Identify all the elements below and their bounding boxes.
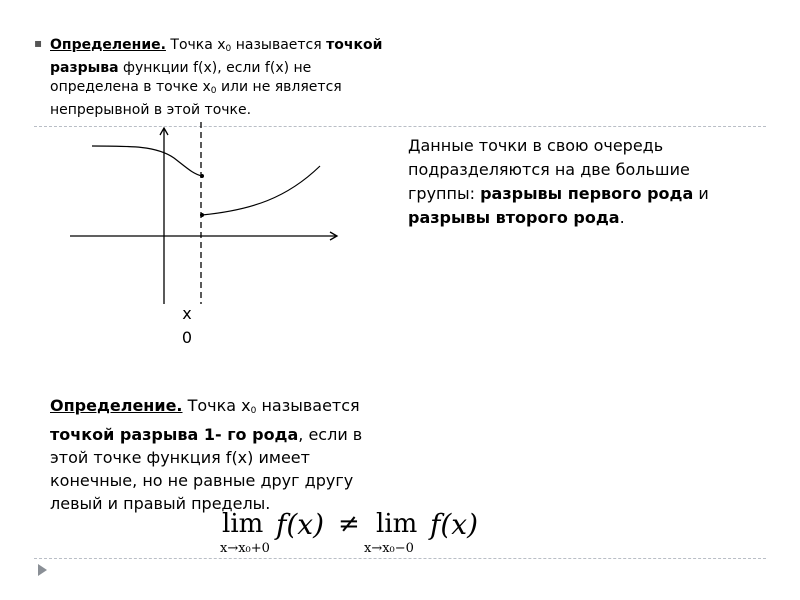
classification-plain: .	[619, 208, 625, 227]
definition-term: точкой разрыва	[50, 37, 383, 76]
discontinuity-graph	[62, 118, 352, 308]
x0-label-x: x	[182, 304, 192, 323]
classification-plain: и	[693, 184, 709, 203]
left-limit-point	[200, 174, 204, 178]
divider	[34, 558, 766, 559]
left-branch-curve	[92, 146, 202, 176]
definition-text: называется	[231, 37, 327, 53]
subscript: 0	[210, 86, 217, 96]
x0-axis-label	[178, 302, 196, 350]
definition-text: , если в этой точке функция f(x) имеет конечные, но не равные друг другу левый и правый пределы.	[50, 425, 363, 513]
formula-neq: ≠	[338, 509, 360, 539]
x0-label-zero: 0	[181, 328, 193, 347]
formula-lim-left: lim	[222, 509, 264, 539]
subscript: 0	[250, 406, 257, 416]
formula-f-left: f(x)	[276, 508, 325, 541]
definition-title: Определение.	[50, 37, 166, 53]
definition-title: Определение.	[50, 396, 183, 415]
formula-lim-right: lim	[376, 509, 418, 539]
definition-text: функции f(x), если f(x) не определена в точке x	[50, 60, 312, 95]
formula-f-right: f(x)	[430, 508, 479, 541]
definition-first-kind	[50, 394, 380, 515]
bullet-icon: ▪	[34, 36, 43, 50]
definition-text: Точка x	[182, 396, 251, 415]
classification-plain: Данные точки в свою очередь подразделяются на две большие группы:	[408, 136, 690, 203]
definition-term: точкой разрыва 1- го рода	[50, 425, 299, 444]
definition-point-of-discontinuity	[50, 36, 390, 120]
formula-sub-left: x→x₀+0	[220, 541, 270, 556]
definition-text: Точка x	[165, 37, 226, 53]
subscript: 0	[225, 44, 232, 54]
classification-text	[408, 134, 738, 230]
first-kind-term: разрывы первого рода	[480, 184, 694, 203]
limit-inequality-formula	[218, 500, 498, 564]
formula-sub-right: x→x₀−0	[364, 541, 414, 556]
right-branch-curve	[202, 166, 320, 215]
definition-text: называется	[256, 396, 360, 415]
right-limit-point	[200, 213, 204, 217]
second-kind-term: разрывы второго рода	[408, 208, 620, 227]
play-arrow-icon	[38, 564, 47, 576]
definition-text: или не является непрерывной в этой точке.	[50, 79, 342, 118]
